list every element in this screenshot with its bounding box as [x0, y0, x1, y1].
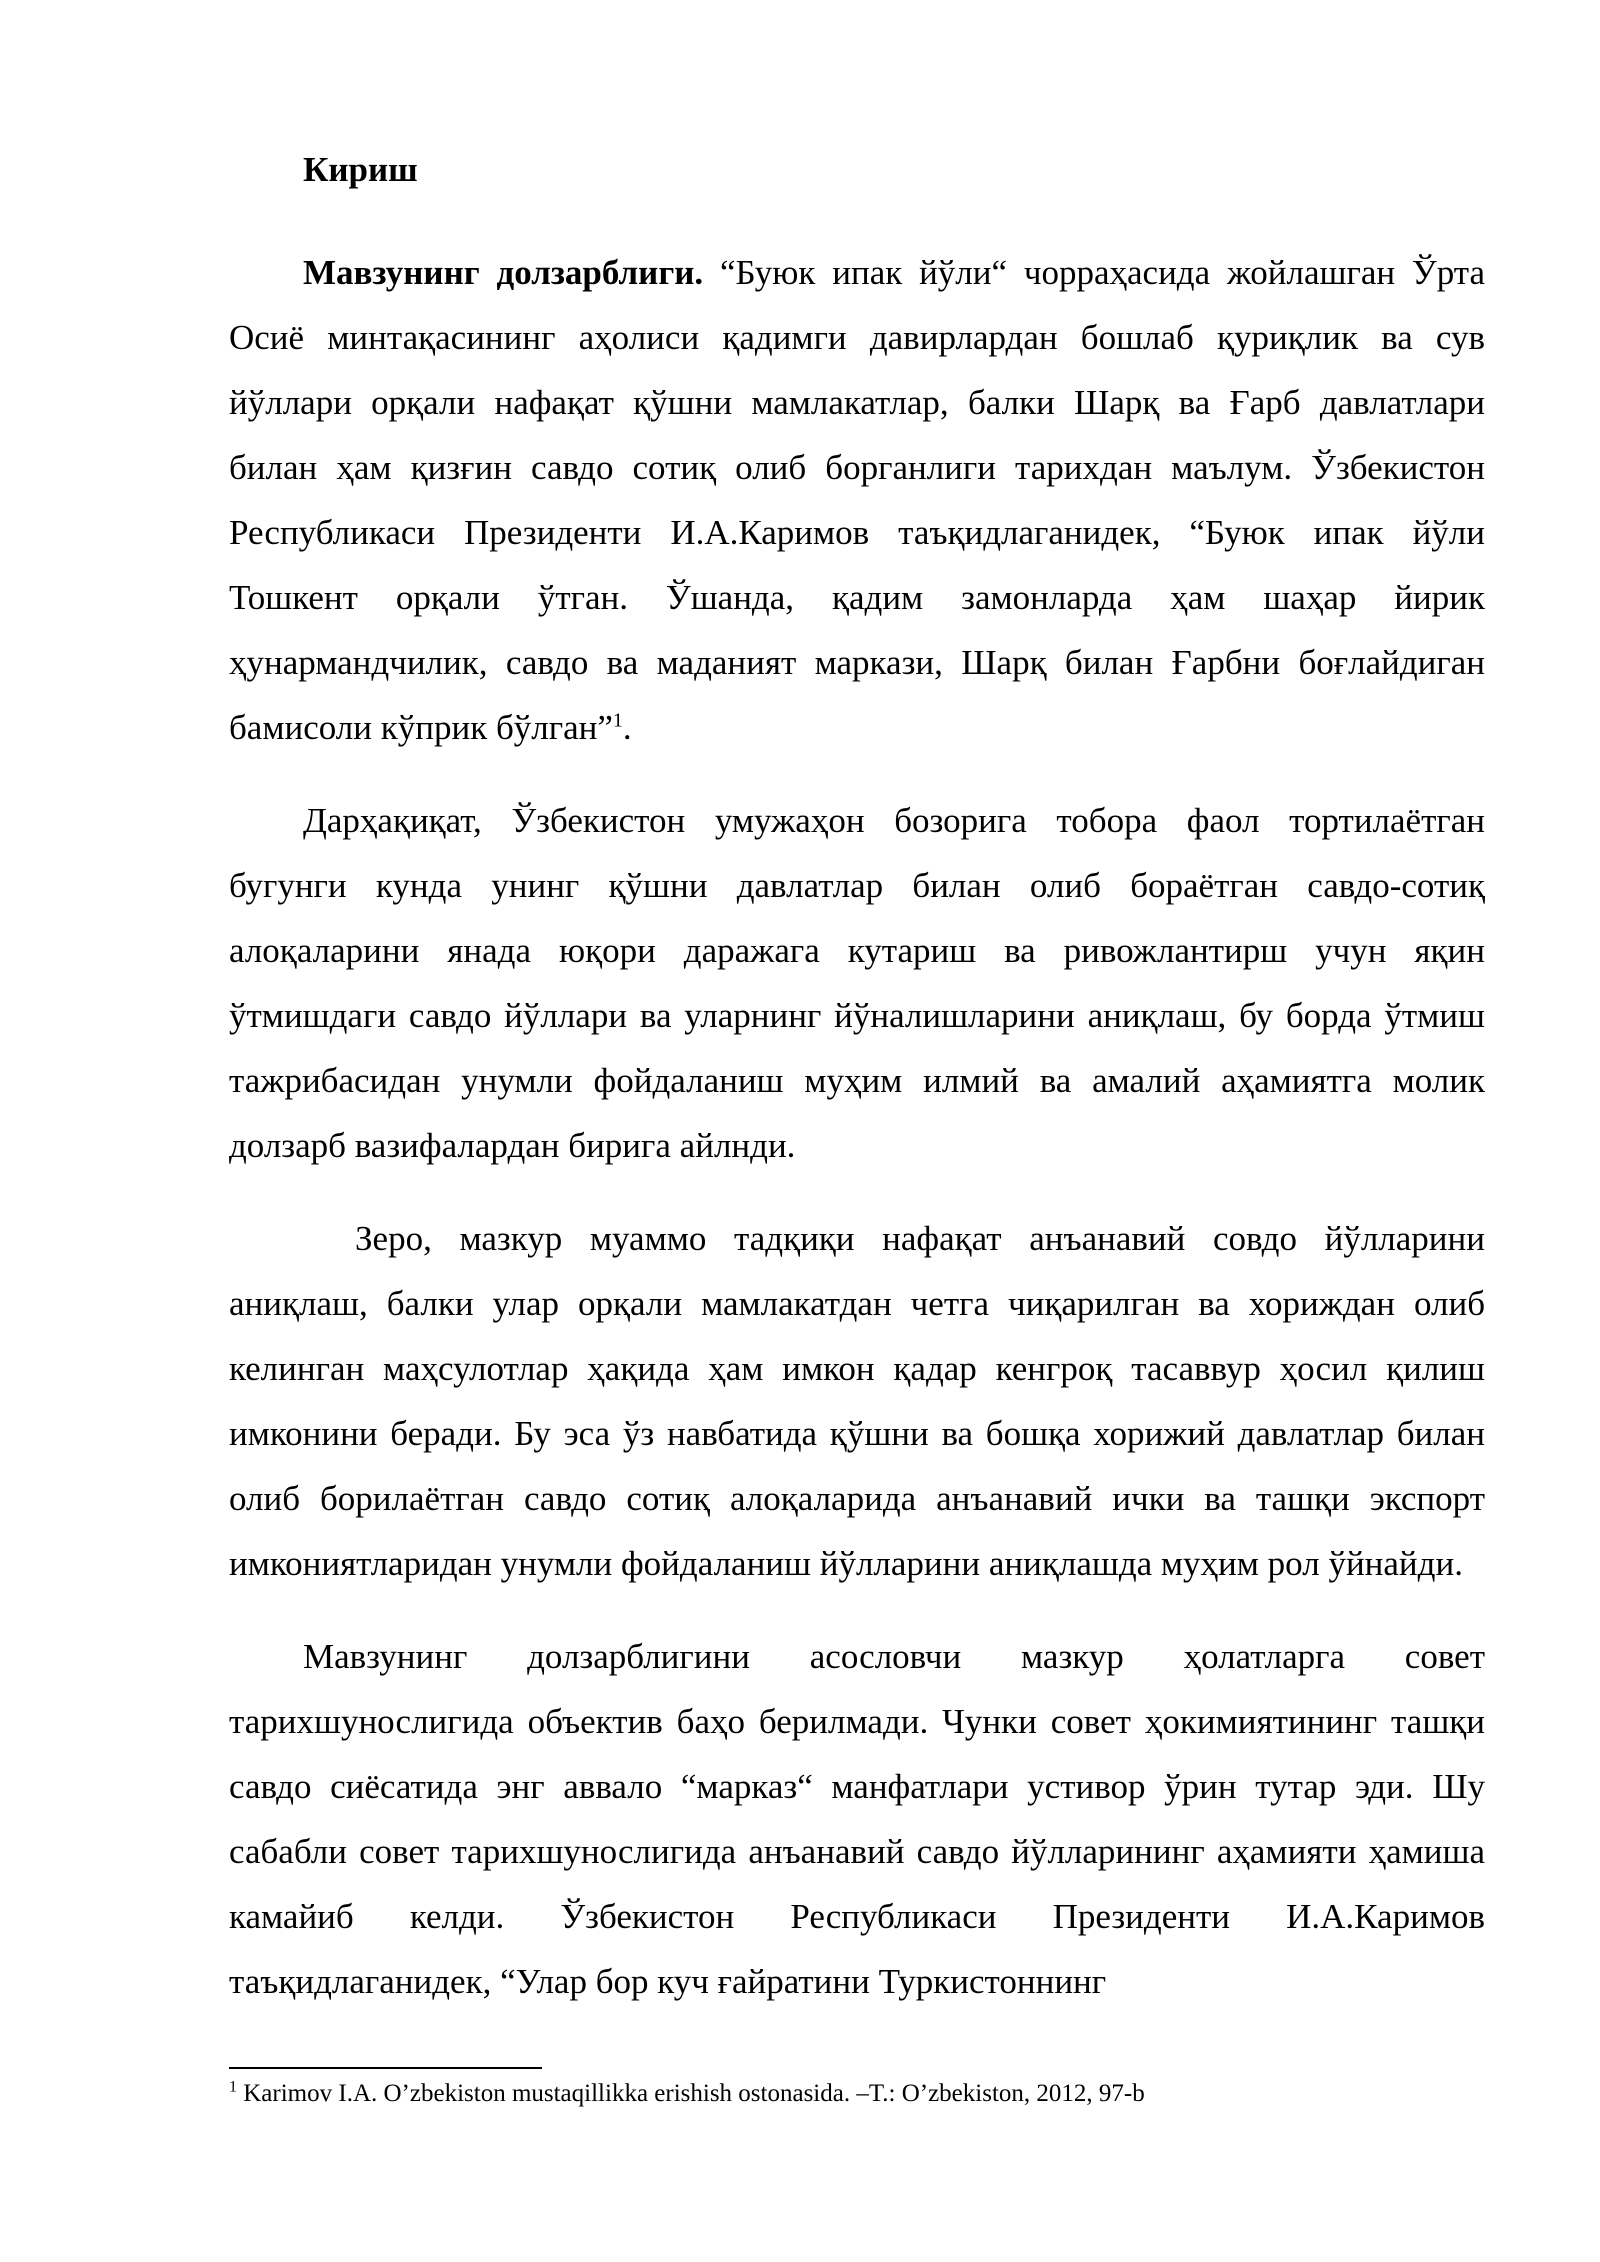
- relevance-lead: Мавзунинг долзарблиги.: [303, 253, 704, 292]
- footnote-separator: [229, 2067, 542, 2069]
- paragraph-relevance: [229, 240, 1485, 760]
- paragraph-1-end: .: [622, 708, 632, 747]
- paragraph-1-text: “Буюк ипак йўли“ чорраҳасида жойлашган Ўрта Осиё минтақасининг аҳолиси қадимги давирлардан бошлаб қуриқлик ва сув йўллари орқали нафақат қўшни мамлакатлар, балки Шарқ ва Ғарб давлатлари билан ҳам қизғин савдо сотиқ олиб борганлиги тарихдан маълум. Ўзбекистон Республикаси Президенти И.А.Каримов таъқидлаганидек, “Буюк ипак йўли Тошкент орқали ўтган. Ўшанда, қадим замонларда ҳам шаҳар йирик ҳунармандчилик, савдо ва маданият маркази, Шарқ билан Ғарбни боғлайдиган бамисоли кўприк бўлган”: [229, 253, 1486, 747]
- section-heading: Кириш: [303, 150, 418, 189]
- paragraph-3: Зеро, мазкур муаммо тадқиқи нафақат анъанавий совдо йўлларини аниқлаш, балки улар орқали мамлакатдан четга чиқарилган ва хориждан олиб келинган маҳсулотлар ҳақида ҳам имкон қадар кенгроқ тасаввур ҳосил қилиш имконини беради. Бу эса ўз навбатида қўшни ва бошқа хорижий давлатлар билан олиб борилаётган савдо сотиқ алоқаларида анъанавий ички ва ташқи экспорт имкониятларидан унумли фойдаланиш йўлларини аниқлашда муҳим рол ўйнайди.: [229, 1219, 1485, 1583]
- footnote-reference[interactable]: 1: [612, 709, 623, 732]
- footnote-text: Karimov I.A. O’zbekiston mustaqillikka erishish ostonasida. –T.: O’zbekiston, 2012, 97-b: [237, 2080, 1145, 2107]
- footnote-number: 1: [229, 2078, 237, 2096]
- body-text: [229, 150, 1485, 2042]
- footnote: [229, 2078, 1485, 2110]
- paragraph-4: Мавзунинг долзарблигини асословчи мазкур ҳолатларга совет тарихшунослигида объектив баҳо берилмади. Чунки совет ҳокимиятининг ташқи савдо сиёсатида энг аввало “марказ“ манфатлари устивор ўрин тутар эди. Шу сабабли совет тарихшунослигида анъанавий савдо йўлларининг аҳамияти ҳамиша камайиб келди. Ўзбекистон Республикаси Президенти И.А.Каримов таъқидлаганидек, “Улар бор куч ғайратини Туркистоннинг: [229, 1637, 1485, 2001]
- paragraph-2: Дарҳақиқат, Ўзбекистон умужаҳон бозорига тобора фаол тортилаётган бугунги кунда унинг қўшни давлатлар билан олиб бораётган савдо-сотиқ алоқаларини янада юқори даражага кутариш ва ривожлантирш учун яқин ўтмишдаги савдо йўллари ва уларнинг йўналишларини аниқлаш, бу борда ўтмиш тажрибасидан унумли фойдаланиш муҳим илмий ва амалий аҳамиятга молик долзарб вазифалардан бирига айлнди.: [229, 801, 1485, 1165]
